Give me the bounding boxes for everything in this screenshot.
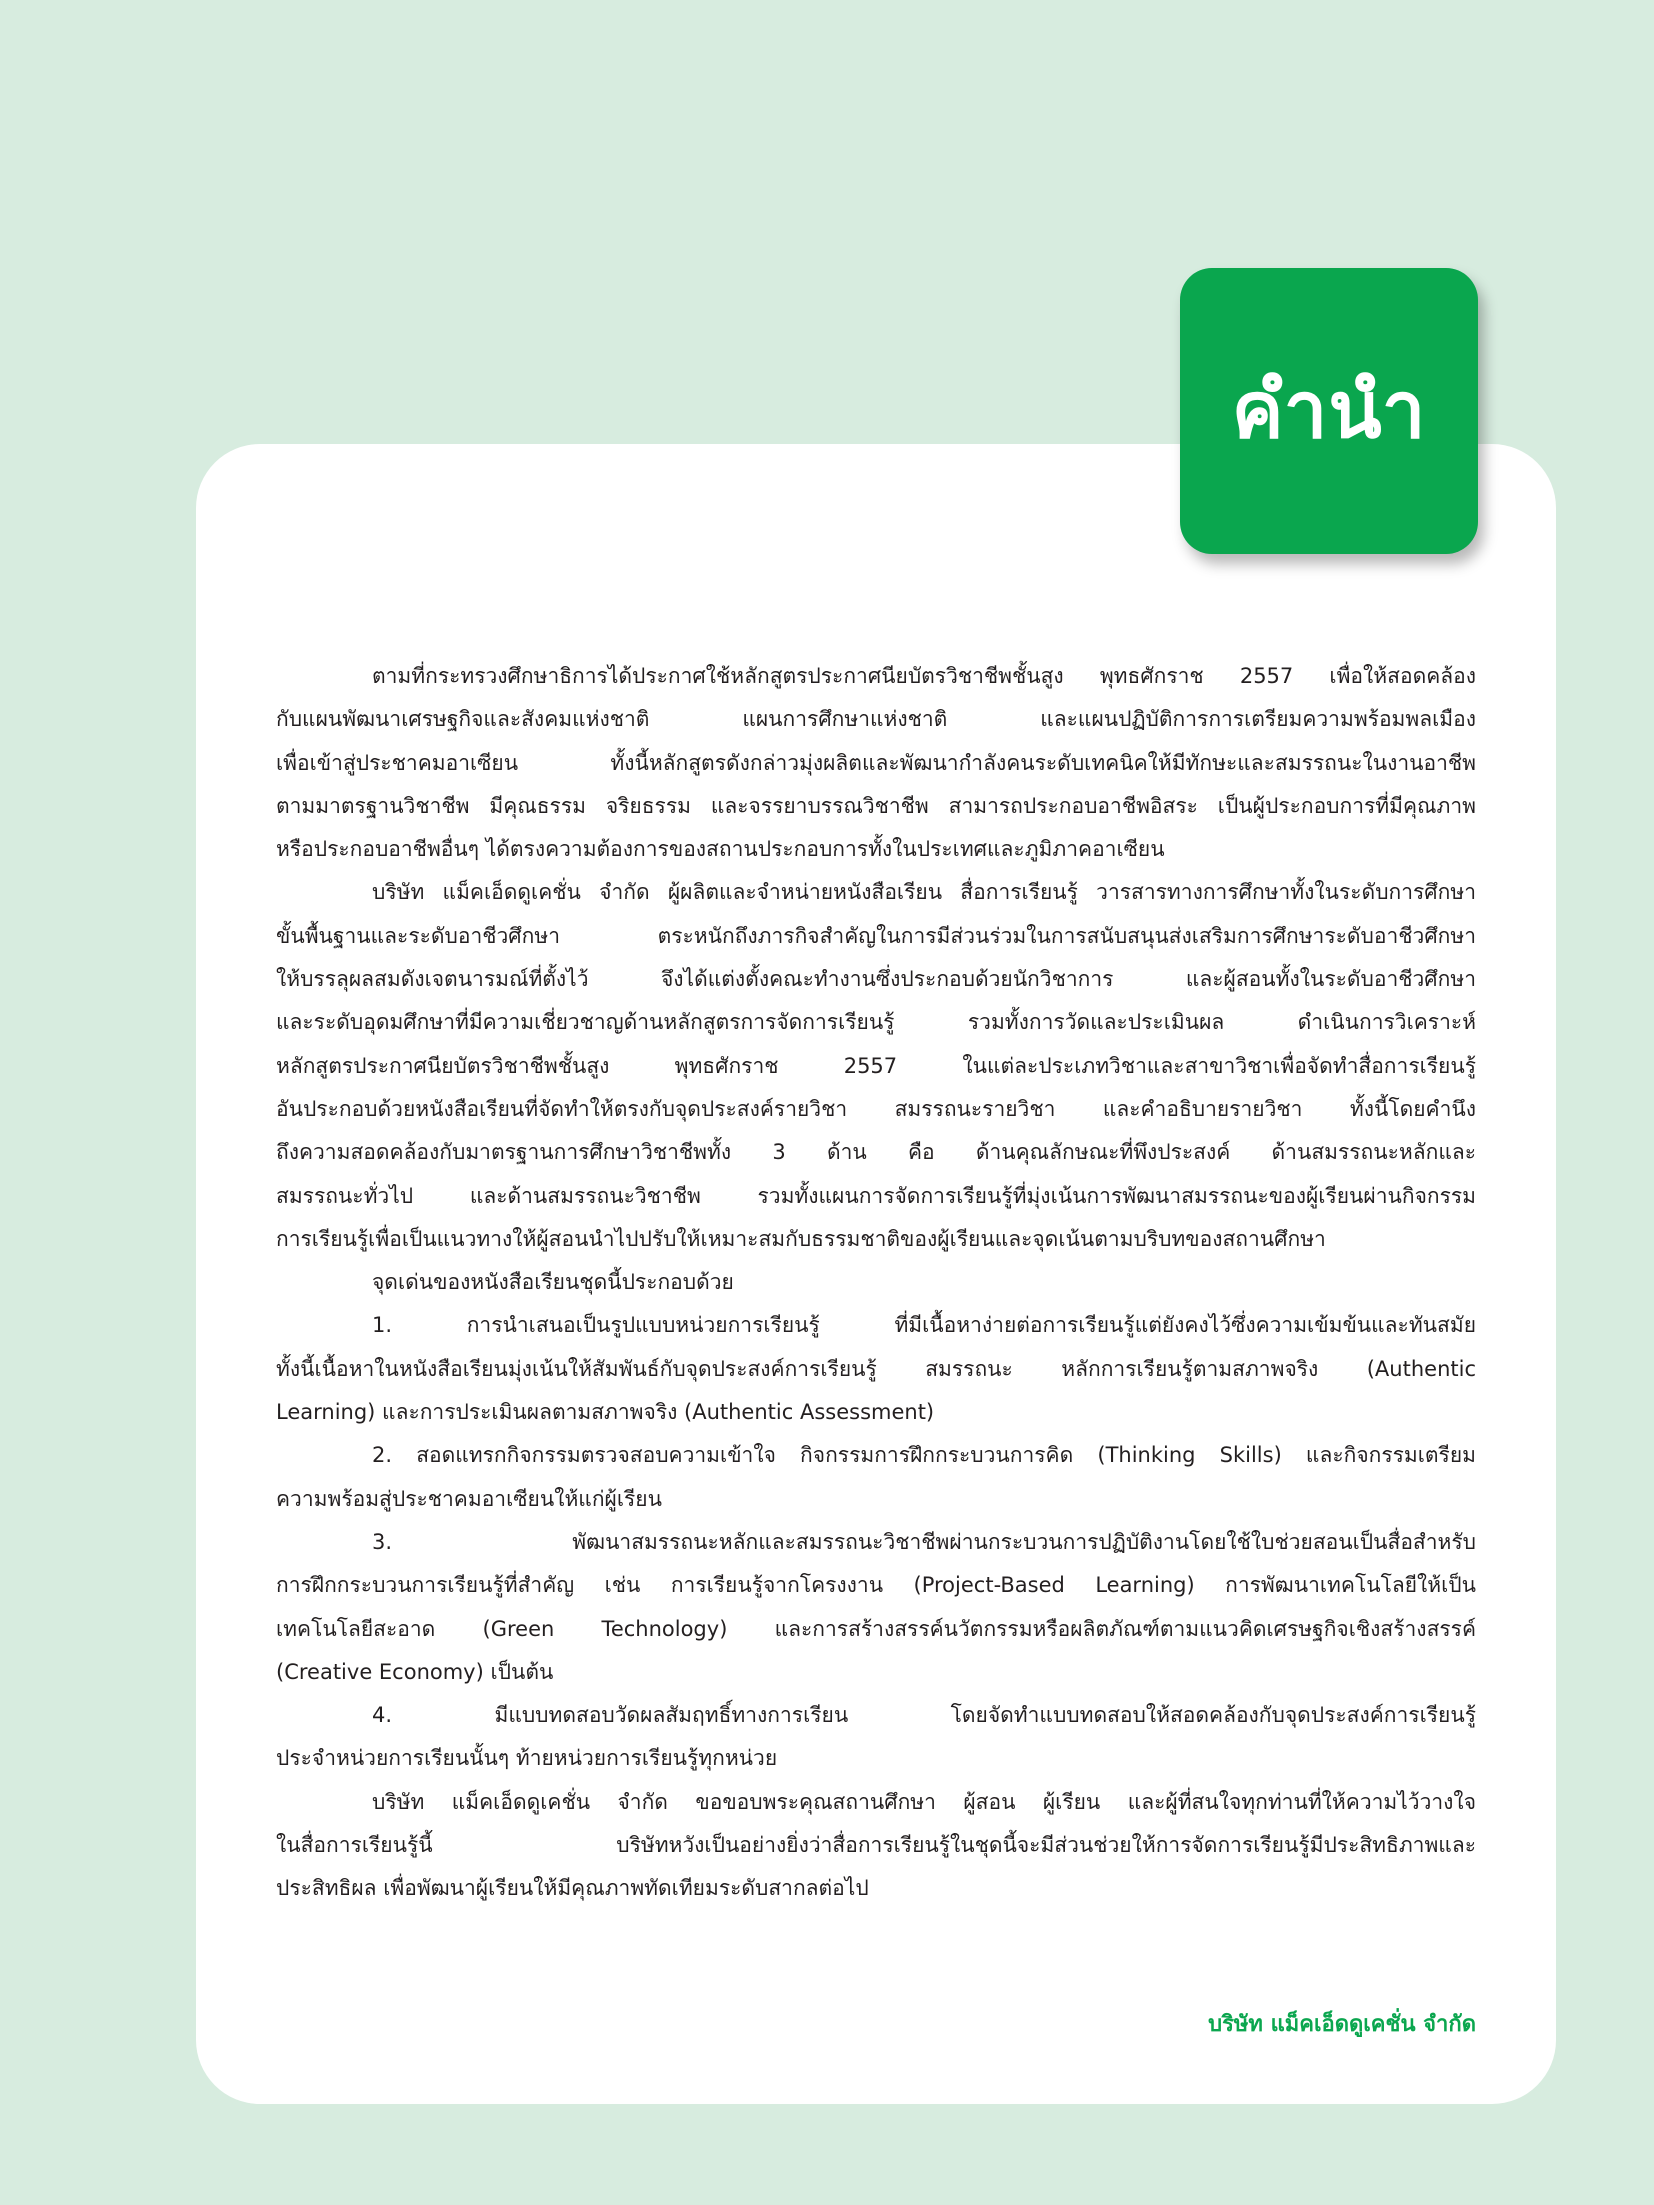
paragraph-line: บริษัท แม็คเอ็ดดูเคชั่น จำกัด ขอขอบพระคุณสถานศึกษา ผู้สอน ผู้เรียน และผู้ที่สนใจทุกท่านที่ให้ความไว้วางใจ <box>372 1789 1476 1814</box>
paragraph-line: ถึงความสอดคล้องกับมาตรฐานการศึกษาวิชาชีพทั้ง 3 ด้าน คือ ด้านคุณลักษณะที่พึงประสงค์ ด้านสมรรถนะหลักและ <box>276 1140 1476 1165</box>
list-item-line: เทคโนโลยีสะอาด (Green Technology) และการสร้างสรรค์นวัตกรรมหรือผลิตภัณฑ์ตามแนวคิดเศรษฐกิจเชิงสร้างสรรค์ <box>276 1616 1476 1641</box>
list-item-line: ความพร้อมสู่ประชาคมอาเซียนให้แก่ผู้เรียน <box>276 1486 662 1511</box>
paragraph-line: หลักสูตรประกาศนียบัตรวิชาชีพชั้นสูง พุทธศักราช 2557 ในแต่ละประเภทวิชาและสาขาวิชาเพื่อจัดทำสื่อการเรียนรู้ <box>276 1053 1476 1078</box>
list-item-line: 3. พัฒนาสมรรถนะหลักและสมรรถนะวิชาชีพผ่านกระบวนการปฏิบัติงานโดยใช้ใบช่วยสอนเป็นสื่อสำหรับ <box>372 1529 1476 1554</box>
paragraph-line: จุดเด่นของหนังสือเรียนชุดนี้ประกอบด้วย <box>372 1270 734 1295</box>
paragraph-line: หรือประกอบอาชีพอื่นๆ ได้ตรงความต้องการของสถานประกอบการทั้งในประเทศและภูมิภาคอาเซียน <box>276 837 1165 862</box>
page-title: คำนำ <box>1231 366 1427 456</box>
title-badge <box>1180 268 1478 554</box>
paragraph-line: เพื่อเข้าสู่ประชาคมอาเซียน ทั้งนี้หลักสูตรดังกล่าวมุ่งผลิตและพัฒนากำลังคนระดับเทคนิคให้มีทักษะและสมรรถนะในงานอาชีพ <box>276 750 1476 775</box>
list-item-line: ประจำหน่วยการเรียนนั้นๆ ท้ายหน่วยการเรียนรู้ทุกหน่วย <box>276 1746 778 1771</box>
body-text <box>276 655 1476 1911</box>
paragraph-line: กับแผนพัฒนาเศรษฐกิจและสังคมแห่งชาติ แผนการศึกษาแห่งชาติ และแผนปฏิบัติการการเตรียมความพร้อมพลเมือง <box>276 707 1476 732</box>
list-item-line: ทั้งนี้เนื้อหาในหนังสือเรียนมุ่งเน้นให้สัมพันธ์กับจุดประสงค์การเรียนรู้ สมรรถนะ หลักการเรียนรู้ตามสภาพจริง (Authentic <box>276 1356 1476 1381</box>
paragraph-line: อันประกอบด้วยหนังสือเรียนที่จัดทำให้ตรงกับจุดประสงค์รายวิชา สมรรถนะรายวิชา และคำอธิบายรายวิชา ทั้งนี้โดยคำนึง <box>276 1096 1476 1121</box>
list-item-line: 1. การนำเสนอเป็นรูปแบบหน่วยการเรียนรู้ ที่มีเนื้อหาง่ายต่อการเรียนรู้แต่ยังคงไว้ซึ่งความเข้มข้นและทันสมัย <box>372 1313 1476 1338</box>
paragraph-line: ขั้นพื้นฐานและระดับอาชีวศึกษา ตระหนักถึงภารกิจสำคัญในการมีส่วนร่วมในการสนับสนุนส่งเสริมการศึกษาระดับอาชีวศึกษา <box>276 923 1476 948</box>
paragraph-line: การเรียนรู้เพื่อเป็นแนวทางให้ผู้สอนนำไปปรับให้เหมาะสมกับธรรมชาติของผู้เรียนและจุดเน้นตามบริบทของสถานศึกษา <box>276 1226 1326 1251</box>
paragraph-line: ในสื่อการเรียนรู้นี้ บริษัทหวังเป็นอย่างยิ่งว่าสื่อการเรียนรู้ในชุดนี้จะมีส่วนช่วยให้การจัดการเรียนรู้มีประสิทธิภาพและ <box>276 1833 1476 1858</box>
paragraph-line: และระดับอุดมศึกษาที่มีความเชี่ยวชาญด้านหลักสูตรการจัดการเรียนรู้ รวมทั้งการวัดและประเมินผล ดำเนินการวิเคราะห์ <box>276 1010 1476 1035</box>
list-item-line: Learning) และการประเมินผลตามสภาพจริง (Authentic Assessment) <box>276 1400 935 1425</box>
signature: บริษัท แม็คเอ็ดดูเคชั่น จำกัด <box>1208 2012 1476 2037</box>
paragraph-line: ตามมาตรฐานวิชาชีพ มีคุณธรรม จริยธรรม และจรรยาบรรณวิชาชีพ สามารถประกอบอาชีพอิสระ เป็นผู้ประกอบการที่มีคุณภาพ <box>276 793 1476 818</box>
paragraph-line: ให้บรรลุผลสมดังเจตนารมณ์ที่ตั้งไว้ จึงได้แต่งตั้งคณะทำงานซึ่งประกอบด้วยนักวิชาการ และผู้สอนทั้งในระดับอาชีวศึกษา <box>276 967 1476 992</box>
paragraph-line: ประสิทธิผล เพื่อพัฒนาผู้เรียนให้มีคุณภาพทัดเทียมระดับสากลต่อไป <box>276 1876 869 1901</box>
list-item-line: (Creative Economy) เป็นต้น <box>276 1659 554 1684</box>
list-item-line: การฝึกกระบวนการเรียนรู้ที่สำคัญ เช่น การเรียนรู้จากโครงงาน (Project-Based Learning) การพัฒนาเทคโนโลยีให้เป็น <box>276 1573 1476 1598</box>
list-item-line: 2. สอดแทรกกิจกรรมตรวจสอบความเข้าใจ กิจกรรมการฝึกกระบวนการคิด (Thinking Skills) และกิจกรรมเตรียม <box>372 1443 1476 1468</box>
paragraph-line: ตามที่กระทรวงศึกษาธิการได้ประกาศใช้หลักสูตรประกาศนียบัตรวิชาชีพชั้นสูง พุทธศักราช 2557 เพื่อให้สอดคล้อง <box>372 664 1476 688</box>
paragraph-line: สมรรถนะทั่วไป และด้านสมรรถนะวิชาชีพ รวมทั้งแผนการจัดการเรียนรู้ที่มุ่งเน้นการพัฒนาสมรรถนะของผู้เรียนผ่านกิจกรรม <box>276 1183 1476 1208</box>
list-item-line: 4. มีแบบทดสอบวัดผลสัมฤทธิ์ทางการเรียน โดยจัดทำแบบทดสอบให้สอดคล้องกับจุดประสงค์การเรียนรู้ <box>372 1703 1476 1728</box>
paragraph-line: บริษัท แม็คเอ็ดดูเคชั่น จำกัด ผู้ผลิตและจำหน่ายหนังสือเรียน สื่อการเรียนรู้ วารสารทางการศึกษาทั้งในระดับการศึกษา <box>372 880 1476 905</box>
